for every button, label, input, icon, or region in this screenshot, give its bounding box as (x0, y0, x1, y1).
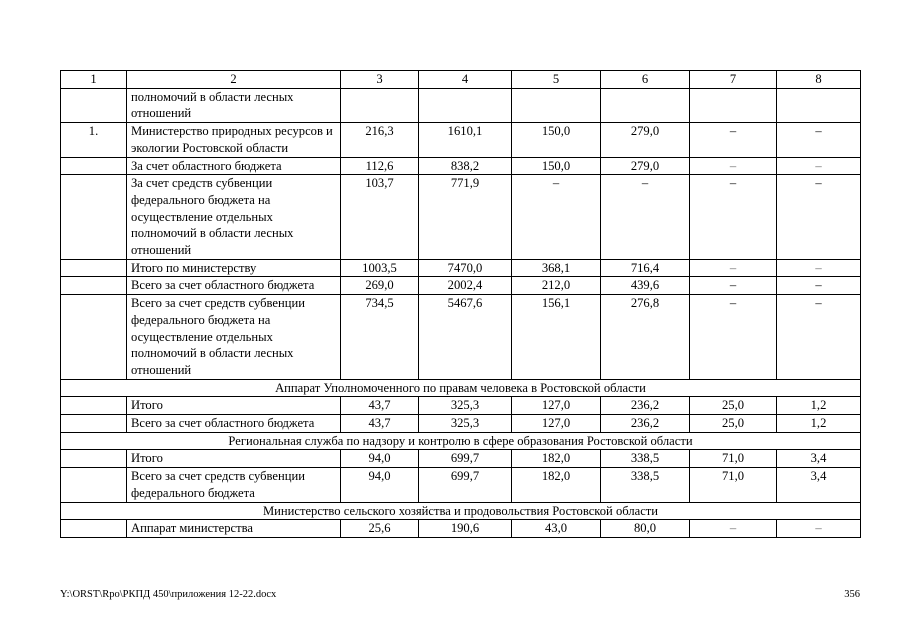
table-cell (690, 520, 777, 538)
table-cell (419, 88, 512, 122)
table-cell (690, 157, 777, 175)
table-cell: 190,6 (419, 520, 512, 538)
table-cell: 3,4 (777, 468, 861, 502)
table-cell: 1. (61, 123, 127, 157)
table-cell: 80,0 (601, 520, 690, 538)
table-cell-value: – (815, 124, 822, 139)
table-cell (61, 259, 127, 277)
table-cell: 71,0 (690, 468, 777, 502)
table-body (61, 71, 861, 538)
table-cell: 838,2 (419, 157, 512, 175)
table-cell (777, 123, 861, 157)
table-cell: 5467,6 (419, 295, 512, 380)
row-label: Всего за счет областного бюджета (127, 277, 341, 295)
section-row (61, 379, 861, 397)
table-cell (690, 259, 777, 277)
table-cell: 43,7 (341, 415, 419, 433)
table-cell (61, 88, 127, 122)
table-cell: 236,2 (601, 415, 690, 433)
table-cell (777, 157, 861, 175)
row-label: Всего за счет областного бюджета (127, 415, 341, 433)
table-cell: 338,5 (601, 450, 690, 468)
table-cell (61, 175, 127, 260)
table-cell-value: – (729, 296, 737, 311)
row-label: Министерство природных ресурсов и экологии Ростовской области (127, 123, 341, 157)
table-cell: 25,6 (341, 520, 419, 538)
table-cell-value: – (729, 124, 737, 139)
table-cell: 699,7 (419, 450, 512, 468)
table-row (61, 468, 861, 502)
table-cell (777, 259, 861, 277)
table-cell (777, 295, 861, 380)
table-cell: 325,3 (419, 415, 512, 433)
section-title: Министерство сельского хозяйства и продовольствия Ростовской области (61, 502, 861, 520)
row-label: Итого по министерству (127, 259, 341, 277)
table-cell-value: – (729, 278, 737, 293)
footer-page-number: 356 (844, 589, 860, 600)
section-row (61, 432, 861, 450)
table-cell: 127,0 (512, 397, 601, 415)
header-cell: 3 (341, 71, 419, 89)
table-cell (777, 277, 861, 295)
table-row (61, 157, 861, 175)
table-cell-value: – (815, 278, 822, 293)
table-cell: 71,0 (690, 450, 777, 468)
table-row (61, 259, 861, 277)
table-cell: 1,2 (777, 397, 861, 415)
table-cell: 182,0 (512, 468, 601, 502)
table-row (61, 415, 861, 433)
table-cell-value: – (729, 260, 737, 275)
table-cell: 716,4 (601, 259, 690, 277)
table-cell: 699,7 (419, 468, 512, 502)
table-cell: 94,0 (341, 468, 419, 502)
table-cell (601, 88, 690, 122)
row-label: Всего за счет средств субвенции федерального бюджета (127, 468, 341, 502)
section-title: Региональная служба по надзору и контролю в сфере образования Ростовской области (61, 432, 861, 450)
table-cell: 7470,0 (419, 259, 512, 277)
table-cell: 734,5 (341, 295, 419, 380)
header-cell: 5 (512, 71, 601, 89)
table-cell-value: – (552, 176, 560, 191)
table-row (61, 450, 861, 468)
row-label: За счет областного бюджета (127, 157, 341, 175)
table-cell (690, 277, 777, 295)
table-row (61, 397, 861, 415)
table-cell: 279,0 (601, 157, 690, 175)
table-row (61, 520, 861, 538)
header-row (61, 71, 861, 89)
table-cell (777, 88, 861, 122)
table-cell: 2002,4 (419, 277, 512, 295)
table-cell (61, 397, 127, 415)
table-cell-value: – (815, 260, 822, 275)
row-label: За счет средств субвенции федерального бюджета на осуществление отдельных полномочий в области лесных отношений (127, 175, 341, 260)
table-cell (61, 520, 127, 538)
table-cell (512, 88, 601, 122)
table-cell: 150,0 (512, 123, 601, 157)
table-cell: 279,0 (601, 123, 690, 157)
table-cell-value: – (815, 158, 822, 173)
table-cell (512, 175, 601, 260)
table-row (61, 175, 861, 260)
table-row (61, 88, 861, 122)
table-cell: 1610,1 (419, 123, 512, 157)
header-cell: 6 (601, 71, 690, 89)
table-cell: 269,0 (341, 277, 419, 295)
table-cell: 212,0 (512, 277, 601, 295)
header-cell: 4 (419, 71, 512, 89)
table-cell: 338,5 (601, 468, 690, 502)
table-cell: 276,8 (601, 295, 690, 380)
row-label: Итого (127, 397, 341, 415)
header-cell: 2 (127, 71, 341, 89)
table-cell (61, 157, 127, 175)
table-cell-value: – (729, 176, 737, 191)
row-label: полномочий в области лесных отношений (127, 88, 341, 122)
header-cell: 1 (61, 71, 127, 89)
table-cell (777, 175, 861, 260)
section-row (61, 502, 861, 520)
table-cell-value: – (729, 158, 737, 173)
table-cell-value: – (729, 521, 737, 536)
table-row (61, 123, 861, 157)
table-cell (61, 450, 127, 468)
table-cell (61, 415, 127, 433)
table-cell: 103,7 (341, 175, 419, 260)
table-cell-value: – (641, 176, 649, 191)
table-cell-value: – (815, 176, 822, 191)
table-cell (690, 175, 777, 260)
budget-table (60, 70, 861, 538)
table-cell: 1,2 (777, 415, 861, 433)
table-cell (690, 123, 777, 157)
table-cell: 236,2 (601, 397, 690, 415)
table-cell: 439,6 (601, 277, 690, 295)
table-cell (690, 295, 777, 380)
footer-file-path: Y:\ORST\Rpo\РКПД 450\приложения 12-22.docx (60, 589, 277, 600)
table-cell: 1003,5 (341, 259, 419, 277)
table-cell (690, 88, 777, 122)
table-row (61, 277, 861, 295)
table-cell: 368,1 (512, 259, 601, 277)
table-cell (61, 277, 127, 295)
header-cell: 8 (777, 71, 861, 89)
table-cell (61, 468, 127, 502)
table-cell: 325,3 (419, 397, 512, 415)
table-cell: 150,0 (512, 157, 601, 175)
table-cell (341, 88, 419, 122)
table-cell: 156,1 (512, 295, 601, 380)
table-cell: 3,4 (777, 450, 861, 468)
section-title: Аппарат Уполномоченного по правам человека в Ростовской области (61, 379, 861, 397)
table-cell (601, 175, 690, 260)
table-cell: 182,0 (512, 450, 601, 468)
table-cell: 43,0 (512, 520, 601, 538)
header-cell: 7 (690, 71, 777, 89)
table-cell: 94,0 (341, 450, 419, 468)
table-row (61, 295, 861, 380)
row-label: Аппарат министерства (127, 520, 341, 538)
table-cell: 25,0 (690, 397, 777, 415)
table-cell-value: – (815, 296, 822, 311)
table-cell: 216,3 (341, 123, 419, 157)
table-cell (777, 520, 861, 538)
table-cell: 25,0 (690, 415, 777, 433)
table-cell (61, 295, 127, 380)
table-cell-value: – (815, 521, 822, 536)
table-cell: 771,9 (419, 175, 512, 260)
table-cell: 127,0 (512, 415, 601, 433)
row-label: Всего за счет средств субвенции федерального бюджета на осуществление отдельных полномочий в области лесных отношений (127, 295, 341, 380)
table-cell: 43,7 (341, 397, 419, 415)
table-cell: 112,6 (341, 157, 419, 175)
row-label: Итого (127, 450, 341, 468)
